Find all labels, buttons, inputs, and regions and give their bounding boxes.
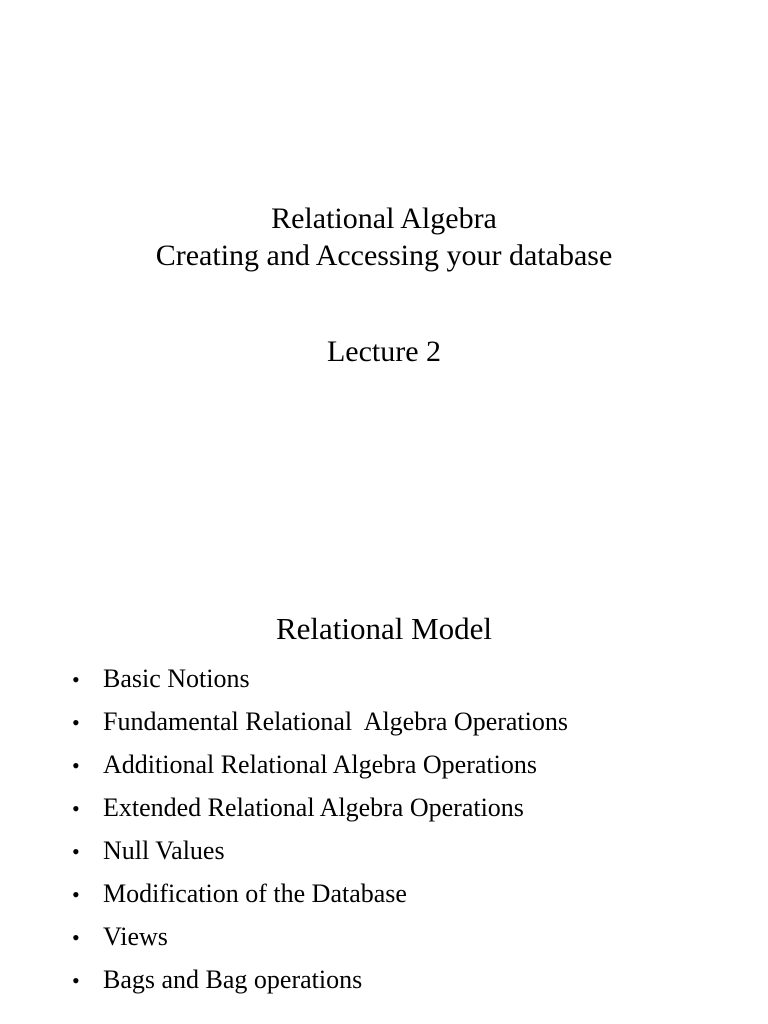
- bullet-icon: •: [72, 667, 80, 692]
- list-item: [72, 793, 568, 836]
- list-item: [72, 707, 568, 750]
- bullet-icon: •: [72, 753, 80, 778]
- lecture-label: Lecture 2: [326, 335, 442, 368]
- list-item-text: Basic Notions: [103, 664, 250, 693]
- bullet-icon: •: [72, 710, 80, 735]
- list-item: [72, 836, 568, 879]
- title-line: Relational Algebra: [271, 202, 497, 235]
- list-item-text: Extended Relational Algebra Operations: [103, 793, 524, 822]
- slide-heading: Relational Model: [275, 611, 493, 646]
- list-item-text: Bags and Bag operations: [103, 965, 363, 994]
- list-item-text: Modification of the Database: [103, 879, 407, 908]
- list-item-text: Null Values: [103, 836, 225, 865]
- slide-title: [0, 200, 768, 274]
- subtitle-line: Creating and Accessing your database: [155, 239, 613, 272]
- list-item: [72, 922, 568, 965]
- bullet-icon: •: [72, 882, 80, 907]
- list-item-text: Views: [103, 922, 168, 951]
- bullet-icon: •: [72, 925, 80, 950]
- bullet-icon: •: [72, 796, 80, 821]
- list-item: [72, 664, 568, 707]
- list-item: [72, 750, 568, 793]
- bullet-list: [72, 664, 568, 1008]
- bullet-icon: •: [72, 968, 80, 993]
- list-item: [72, 965, 568, 1008]
- bullet-icon: •: [72, 839, 80, 864]
- content-slide: [0, 512, 768, 1024]
- list-item: [72, 879, 568, 922]
- list-item-text: Additional Relational Algebra Operations: [103, 750, 537, 779]
- list-item-text: Fundamental Relational Algebra Operations: [103, 707, 568, 736]
